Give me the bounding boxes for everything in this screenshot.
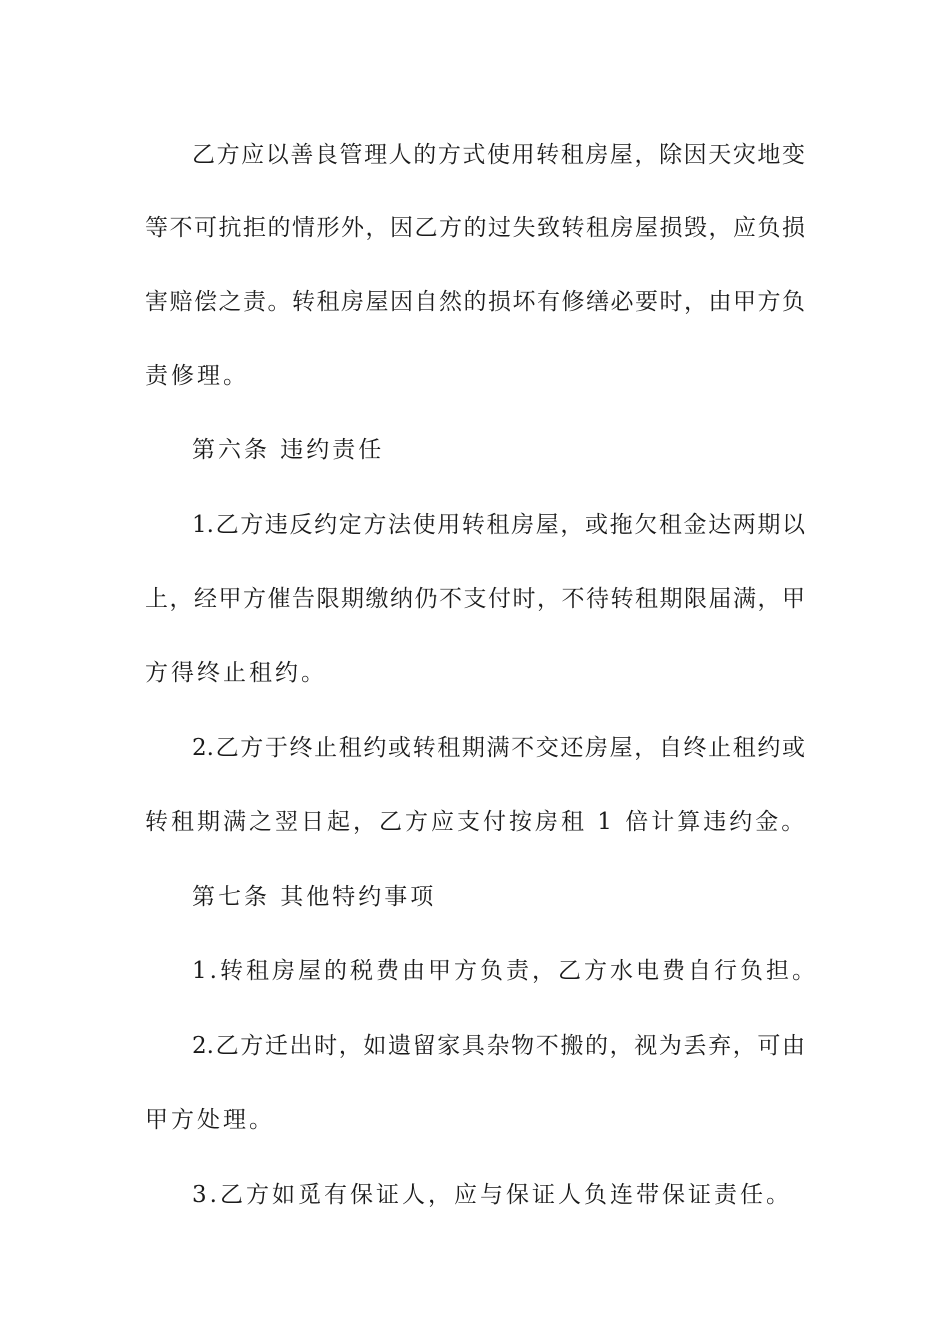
paragraph-line: 乙方应以善良管理人的方式使用转租房屋，除因天灾地变 bbox=[192, 142, 805, 168]
paragraph-line: 1.转租房屋的税费由甲方负责，乙方水电费自行负担。 bbox=[192, 958, 818, 984]
paragraph-line: 等不可抗拒的情形外，因乙方的过失致转租房屋损毁，应负损 bbox=[145, 215, 805, 241]
paragraph-line: 2.乙方迁出时，如遗留家具杂物不搬的，视为丢弃，可由 bbox=[192, 1033, 805, 1059]
paragraph-line: 3.乙方如觅有保证人，应与保证人负连带保证责任。 bbox=[192, 1182, 792, 1208]
paragraph-line: 责修理。 bbox=[145, 363, 249, 389]
article-heading: 第六条 违约责任 bbox=[192, 437, 385, 463]
article-heading: 第七条 其他特约事项 bbox=[192, 884, 437, 910]
paragraph-line: 转租期满之翌日起，乙方应支付按房租 1 倍计算违约金。 bbox=[145, 809, 808, 835]
paragraph-line: 甲方处理。 bbox=[145, 1107, 275, 1133]
paragraph-line: 方得终止租约。 bbox=[145, 660, 327, 686]
paragraph-line: 上，经甲方催告限期缴纳仍不支付时，不待转租期限届满，甲 bbox=[145, 586, 805, 612]
paragraph-line: 1.乙方违反约定方法使用转租房屋，或拖欠租金达两期以 bbox=[192, 512, 805, 538]
paragraph-line: 2.乙方于终止租约或转租期满不交还房屋，自终止租约或 bbox=[192, 735, 805, 761]
paragraph-line: 害赔偿之责。转租房屋因自然的损坏有修缮必要时，由甲方负 bbox=[145, 289, 805, 315]
